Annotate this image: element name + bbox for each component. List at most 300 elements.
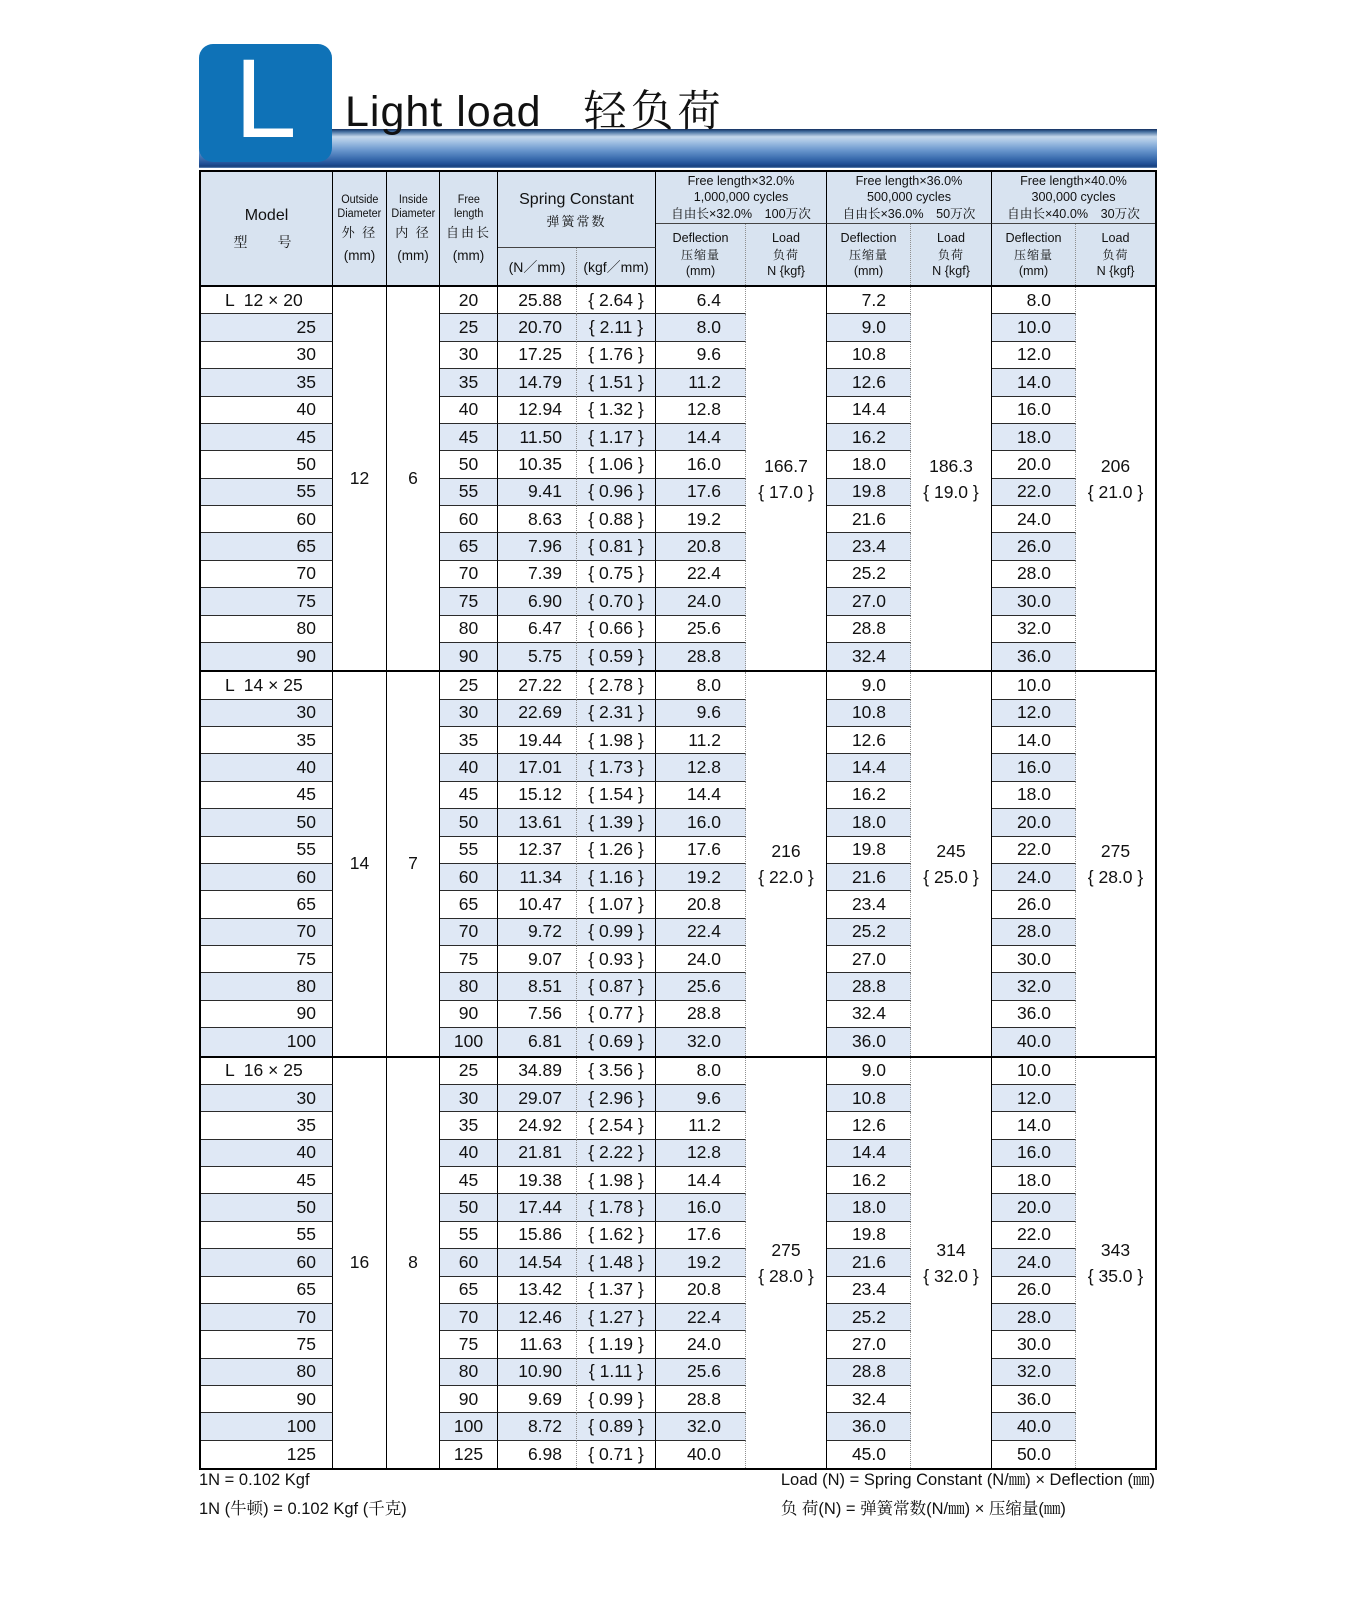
deflection-32-cell: 32.0 <box>656 1413 746 1440</box>
load-40-cell <box>1076 287 1155 670</box>
load-40-cell-n: 275 <box>1100 840 1131 861</box>
deflection-36-cell: 23.4 <box>827 891 911 918</box>
header-model: Model 型 号 <box>201 172 333 285</box>
deflection-36-cell: 14.4 <box>827 1140 911 1167</box>
spring-constant-n-cell: 25.88 <box>498 287 577 314</box>
deflection-40-cell: 24.0 <box>992 506 1076 533</box>
deflection-40-cell: 16.0 <box>992 754 1076 781</box>
spring-constant-kgf-cell: { 0.77 } <box>577 1001 656 1028</box>
spring-constant-n-cell: 11.63 <box>498 1331 577 1358</box>
free-length-cell: 55 <box>440 479 498 506</box>
spring-constant-n-cell: 13.61 <box>498 809 577 836</box>
deflection-36-cell: 32.4 <box>827 1001 911 1028</box>
model-cell: 50 <box>201 451 333 478</box>
deflection-36-cell: 28.8 <box>827 1359 911 1386</box>
load-40-cell-kgf: { 28.0 } <box>1087 866 1144 887</box>
header-deflection-32: Deflection 压缩量 (mm) <box>656 224 746 285</box>
deflection-32-cell: 11.2 <box>656 369 746 396</box>
free-length-cell: 60 <box>440 1249 498 1276</box>
model-cell: 30 <box>201 700 333 727</box>
outside-diameter-cell: 12 <box>333 287 387 670</box>
spring-constant-kgf-cell: { 0.99 } <box>577 919 656 946</box>
footnote-load-formula-zh: 负 荷(N) = 弹簧常数(N/㎜) × 压缩量(㎜) <box>780 1499 1066 1518</box>
model-cell: 50 <box>201 1194 333 1221</box>
model-cell: 90 <box>201 1386 333 1413</box>
spring-constant-kgf-cell: { 0.88 } <box>577 506 656 533</box>
deflection-32-cell: 20.8 <box>656 891 746 918</box>
deflection-40-cell: 26.0 <box>992 1277 1076 1304</box>
free-length-cell: 45 <box>440 424 498 451</box>
model-cell: 90 <box>201 643 333 670</box>
model-cell: 100 <box>201 1028 333 1055</box>
model-section-2 <box>201 670 1155 1055</box>
free-length-cell: 55 <box>440 837 498 864</box>
free-length-cell: 80 <box>440 973 498 1000</box>
free-length-cell: 35 <box>440 369 498 396</box>
deflection-32-cell: 14.4 <box>656 782 746 809</box>
header-group-36pct: Free length×36.0% 500,000 cycles 自由长×36.0% 50万次 <box>827 172 992 224</box>
load-32-cell <box>746 287 827 670</box>
header-unit-n-per-mm: (N／mm) <box>498 248 577 285</box>
spring-constant-kgf-cell: { 0.89 } <box>577 1413 656 1440</box>
deflection-36-cell: 14.4 <box>827 754 911 781</box>
deflection-32-cell: 16.0 <box>656 809 746 836</box>
model-cell: L 14 × 25 <box>201 672 333 699</box>
spring-constant-n-cell: 17.01 <box>498 754 577 781</box>
header-unit-kgf-per-mm: (kgf／mm) <box>577 248 656 285</box>
spring-constant-n-cell: 15.12 <box>498 782 577 809</box>
spring-constant-kgf-cell: { 0.99 } <box>577 1386 656 1413</box>
deflection-32-cell: 24.0 <box>656 1331 746 1358</box>
deflection-32-cell: 24.0 <box>656 946 746 973</box>
deflection-40-cell: 28.0 <box>992 561 1076 588</box>
spring-constant-kgf-cell: { 1.07 } <box>577 891 656 918</box>
free-length-cell: 20 <box>440 287 498 314</box>
spring-constant-kgf-cell: { 1.51 } <box>577 369 656 396</box>
load-36-cell <box>911 1058 992 1469</box>
model-cell: 55 <box>201 479 333 506</box>
spring-constant-kgf-cell: { 2.54 } <box>577 1112 656 1139</box>
deflection-32-cell: 16.0 <box>656 451 746 478</box>
deflection-32-cell: 19.2 <box>656 1249 746 1276</box>
badge-letter: L <box>234 36 297 161</box>
model-section-1 <box>201 287 1155 670</box>
spring-constant-n-cell: 6.81 <box>498 1028 577 1055</box>
header-load-40: Load 负荷 N {kgf} <box>1096 231 1135 278</box>
free-length-cell: 90 <box>440 643 498 670</box>
deflection-40-cell: 18.0 <box>992 782 1076 809</box>
free-length-cell: 45 <box>440 782 498 809</box>
spring-constant-kgf-cell: { 1.62 } <box>577 1222 656 1249</box>
header-spring-constant: Spring Constant 弹簧常数 <box>498 172 656 248</box>
free-length-cell: 70 <box>440 919 498 946</box>
deflection-40-cell: 30.0 <box>992 1331 1076 1358</box>
deflection-36-cell: 21.6 <box>827 1249 911 1276</box>
footnote-newton-kgf-en: 1N = 0.102 Kgf <box>199 1471 310 1489</box>
spring-constant-kgf-cell: { 1.98 } <box>577 727 656 754</box>
model-cell: 40 <box>201 397 333 424</box>
spring-constant-kgf-cell: { 0.71 } <box>577 1441 656 1468</box>
deflection-36-cell: 25.2 <box>827 561 911 588</box>
spring-spec-table <box>199 170 1157 1470</box>
footnote-newton-kgf-zh: 1N (牛顿) = 0.102 Kgf (千克) <box>199 1499 407 1518</box>
deflection-32-cell: 28.8 <box>656 1386 746 1413</box>
model-cell: 75 <box>201 1331 333 1358</box>
spring-constant-n-cell: 19.44 <box>498 727 577 754</box>
load-32-cell-n: 216 <box>771 840 801 861</box>
model-cell: 25 <box>201 314 333 341</box>
free-length-cell: 50 <box>440 1194 498 1221</box>
deflection-40-cell: 26.0 <box>992 533 1076 560</box>
header-inside-diameter: Inside Diameter 内 径 (mm) <box>387 172 440 285</box>
spring-constant-n-cell: 9.72 <box>498 919 577 946</box>
deflection-36-cell: 10.8 <box>827 342 911 369</box>
deflection-32-cell: 19.2 <box>656 506 746 533</box>
deflection-36-cell: 9.0 <box>827 1058 911 1085</box>
model-cell: 50 <box>201 809 333 836</box>
deflection-36-cell: 18.0 <box>827 809 911 836</box>
deflection-36-cell: 16.2 <box>827 1167 911 1194</box>
deflection-36-cell: 36.0 <box>827 1413 911 1440</box>
spring-constant-kgf-cell: { 1.39 } <box>577 809 656 836</box>
deflection-40-cell: 10.0 <box>992 1058 1076 1085</box>
spring-constant-n-cell: 8.72 <box>498 1413 577 1440</box>
deflection-40-cell: 28.0 <box>992 919 1076 946</box>
spring-constant-n-cell: 10.47 <box>498 891 577 918</box>
spring-constant-n-cell: 7.56 <box>498 1001 577 1028</box>
deflection-40-cell: 20.0 <box>992 809 1076 836</box>
deflection-40-cell: 32.0 <box>992 1359 1076 1386</box>
spring-constant-kgf-cell: { 3.56 } <box>577 1058 656 1085</box>
deflection-36-cell: 21.6 <box>827 506 911 533</box>
deflection-40-cell: 12.0 <box>992 342 1076 369</box>
deflection-32-cell: 14.4 <box>656 1167 746 1194</box>
free-length-cell: 75 <box>440 1331 498 1358</box>
spring-constant-kgf-cell: { 2.96 } <box>577 1085 656 1112</box>
outside-diameter-cell: 16 <box>333 1058 387 1469</box>
free-length-cell: 25 <box>440 672 498 699</box>
spring-constant-n-cell: 24.92 <box>498 1112 577 1139</box>
spring-constant-kgf-cell: { 0.66 } <box>577 616 656 643</box>
spring-constant-n-cell: 34.89 <box>498 1058 577 1085</box>
spring-constant-kgf-cell: { 1.16 } <box>577 864 656 891</box>
deflection-32-cell: 40.0 <box>656 1441 746 1468</box>
model-cell: 55 <box>201 1222 333 1249</box>
free-length-cell: 25 <box>440 1058 498 1085</box>
deflection-36-cell: 10.8 <box>827 700 911 727</box>
spring-constant-n-cell: 7.96 <box>498 533 577 560</box>
spring-constant-n-cell: 6.47 <box>498 616 577 643</box>
spring-constant-n-cell: 12.46 <box>498 1304 577 1331</box>
deflection-36-cell: 32.4 <box>827 643 911 670</box>
model-cell: 80 <box>201 616 333 643</box>
deflection-40-cell: 22.0 <box>992 837 1076 864</box>
load-40-cell-kgf: { 35.0 } <box>1087 1265 1144 1286</box>
deflection-32-cell: 12.8 <box>656 1140 746 1167</box>
deflection-40-cell: 24.0 <box>992 864 1076 891</box>
spring-constant-kgf-cell: { 1.06 } <box>577 451 656 478</box>
model-cell: 35 <box>201 727 333 754</box>
deflection-36-cell: 9.0 <box>827 672 911 699</box>
deflection-40-cell: 16.0 <box>992 1140 1076 1167</box>
load-32-cell-kgf: { 17.0 } <box>758 481 814 502</box>
free-length-cell: 65 <box>440 533 498 560</box>
spring-constant-n-cell: 19.38 <box>498 1167 577 1194</box>
deflection-40-cell: 22.0 <box>992 479 1076 506</box>
deflection-32-cell: 11.2 <box>656 727 746 754</box>
free-length-cell: 60 <box>440 864 498 891</box>
deflection-40-cell: 36.0 <box>992 643 1076 670</box>
deflection-40-cell: 8.0 <box>992 287 1076 314</box>
deflection-32-cell: 9.6 <box>656 700 746 727</box>
deflection-36-cell: 19.8 <box>827 837 911 864</box>
load-32-cell-n: 275 <box>771 1239 801 1260</box>
free-length-cell: 75 <box>440 946 498 973</box>
model-cell: 80 <box>201 1359 333 1386</box>
spring-constant-n-cell: 12.94 <box>498 397 577 424</box>
model-cell: 65 <box>201 1277 333 1304</box>
footnote-left <box>199 1466 407 1524</box>
spring-constant-kgf-cell: { 0.75 } <box>577 561 656 588</box>
deflection-32-cell: 8.0 <box>656 672 746 699</box>
load-40-cell <box>1076 672 1155 1055</box>
deflection-32-cell: 25.6 <box>656 616 746 643</box>
model-cell: 65 <box>201 891 333 918</box>
load-32-cell-n: 166.7 <box>764 455 808 476</box>
free-length-cell: 40 <box>440 754 498 781</box>
header-deflection-40: Deflection 压缩量 (mm) <box>992 224 1076 285</box>
deflection-40-cell: 12.0 <box>992 1085 1076 1112</box>
spring-constant-n-cell: 17.25 <box>498 342 577 369</box>
spring-constant-kgf-cell: { 0.87 } <box>577 973 656 1000</box>
free-length-cell: 25 <box>440 314 498 341</box>
deflection-36-cell: 18.0 <box>827 1194 911 1221</box>
deflection-40-cell: 24.0 <box>992 1249 1076 1276</box>
model-cell: 70 <box>201 919 333 946</box>
spring-constant-n-cell: 8.63 <box>498 506 577 533</box>
spring-constant-n-cell: 9.41 <box>498 479 577 506</box>
deflection-36-cell: 16.2 <box>827 424 911 451</box>
model-cell: 55 <box>201 837 333 864</box>
free-length-cell: 35 <box>440 1112 498 1139</box>
deflection-32-cell: 22.4 <box>656 919 746 946</box>
spring-constant-n-cell: 11.34 <box>498 864 577 891</box>
free-length-cell: 100 <box>440 1028 498 1055</box>
footnote-load-formula-en: Load (N) = Spring Constant (N/㎜) × Deflection (㎜) <box>780 1471 1155 1489</box>
spring-constant-kgf-cell: { 1.11 } <box>577 1359 656 1386</box>
model-cell: L 12 × 20 <box>201 287 333 314</box>
free-length-cell: 90 <box>440 1001 498 1028</box>
deflection-40-cell: 30.0 <box>992 946 1076 973</box>
load-36-cell-kgf: { 19.0 } <box>923 481 979 502</box>
model-cell: 45 <box>201 782 333 809</box>
free-length-cell: 40 <box>440 1140 498 1167</box>
free-length-cell: 30 <box>440 1085 498 1112</box>
deflection-40-cell: 14.0 <box>992 1112 1076 1139</box>
deflection-32-cell: 11.2 <box>656 1112 746 1139</box>
model-cell: 75 <box>201 588 333 615</box>
load-36-cell-kgf: { 32.0 } <box>923 1265 979 1286</box>
spring-constant-kgf-cell: { 1.27 } <box>577 1304 656 1331</box>
free-length-cell: 100 <box>440 1413 498 1440</box>
load-32-cell-kgf: { 28.0 } <box>758 1265 814 1286</box>
model-cell: 45 <box>201 1167 333 1194</box>
page-title-zh: 轻负荷 <box>583 88 725 136</box>
spring-constant-n-cell: 27.22 <box>498 672 577 699</box>
deflection-40-cell: 12.0 <box>992 700 1076 727</box>
load-32-cell <box>746 672 827 1055</box>
spring-constant-kgf-cell: { 1.32 } <box>577 397 656 424</box>
deflection-36-cell: 19.8 <box>827 1222 911 1249</box>
deflection-36-cell: 45.0 <box>827 1441 911 1468</box>
deflection-36-cell: 18.0 <box>827 451 911 478</box>
deflection-36-cell: 9.0 <box>827 314 911 341</box>
load-36-cell-n: 314 <box>936 1239 966 1260</box>
model-cell: 100 <box>201 1413 333 1440</box>
page-title <box>345 78 725 139</box>
deflection-32-cell: 9.6 <box>656 1085 746 1112</box>
spring-constant-n-cell: 11.50 <box>498 424 577 451</box>
free-length-cell: 45 <box>440 1167 498 1194</box>
spring-constant-n-cell: 13.42 <box>498 1277 577 1304</box>
free-length-cell: 50 <box>440 451 498 478</box>
spring-constant-n-cell: 20.70 <box>498 314 577 341</box>
deflection-32-cell: 24.0 <box>656 588 746 615</box>
table-header <box>201 172 1155 287</box>
spring-constant-kgf-cell: { 1.19 } <box>577 1331 656 1358</box>
deflection-32-cell: 22.4 <box>656 1304 746 1331</box>
model-cell: 60 <box>201 864 333 891</box>
deflection-32-cell: 17.6 <box>656 479 746 506</box>
deflection-40-cell: 40.0 <box>992 1413 1076 1440</box>
header-load-32: Load 负荷 N {kgf} <box>746 224 827 285</box>
deflection-32-cell: 12.8 <box>656 397 746 424</box>
free-length-cell: 70 <box>440 1304 498 1331</box>
free-length-cell: 55 <box>440 1222 498 1249</box>
deflection-40-cell: 18.0 <box>992 424 1076 451</box>
header-deflection-36: Deflection 压缩量 (mm) <box>827 224 911 285</box>
deflection-32-cell: 28.8 <box>656 1001 746 1028</box>
free-length-cell: 125 <box>440 1441 498 1468</box>
model-cell: 70 <box>201 1304 333 1331</box>
model-cell: 125 <box>201 1441 333 1468</box>
header-group-40pct: Free length×40.0% 300,000 cycles 自由长×40.0% 30万次 <box>992 172 1155 224</box>
model-cell: 65 <box>201 533 333 560</box>
header-free-length: Free length 自由长 (mm) <box>440 172 498 285</box>
deflection-40-cell: 50.0 <box>992 1441 1076 1468</box>
spring-constant-n-cell: 22.69 <box>498 700 577 727</box>
deflection-36-cell: 25.2 <box>827 919 911 946</box>
spring-constant-n-cell: 6.98 <box>498 1441 577 1468</box>
free-length-cell: 30 <box>440 700 498 727</box>
header-load-36: Load 负荷 N {kgf} <box>911 224 992 285</box>
deflection-40-cell: 26.0 <box>992 891 1076 918</box>
deflection-40-cell: 10.0 <box>992 314 1076 341</box>
free-length-cell: 70 <box>440 561 498 588</box>
spring-constant-kgf-cell: { 1.54 } <box>577 782 656 809</box>
deflection-36-cell: 32.4 <box>827 1386 911 1413</box>
load-32-cell <box>746 1058 827 1469</box>
spring-constant-n-cell: 8.51 <box>498 973 577 1000</box>
spring-constant-kgf-cell: { 1.37 } <box>577 1277 656 1304</box>
deflection-40-cell: 20.0 <box>992 451 1076 478</box>
free-length-cell: 80 <box>440 1359 498 1386</box>
spring-constant-kgf-cell: { 1.73 } <box>577 754 656 781</box>
model-cell: L 16 × 25 <box>201 1058 333 1085</box>
spring-constant-n-cell: 21.81 <box>498 1140 577 1167</box>
spring-constant-n-cell: 12.37 <box>498 837 577 864</box>
spring-constant-kgf-cell: { 1.26 } <box>577 837 656 864</box>
deflection-36-cell: 27.0 <box>827 1331 911 1358</box>
deflection-36-cell: 25.2 <box>827 1304 911 1331</box>
load-36-cell <box>911 672 992 1055</box>
deflection-40-cell: 36.0 <box>992 1386 1076 1413</box>
spring-constant-kgf-cell: { 2.78 } <box>577 672 656 699</box>
free-length-cell: 30 <box>440 342 498 369</box>
spring-constant-kgf-cell: { 2.22 } <box>577 1140 656 1167</box>
deflection-32-cell: 25.6 <box>656 1359 746 1386</box>
deflection-36-cell: 12.6 <box>827 369 911 396</box>
deflection-36-cell: 19.8 <box>827 479 911 506</box>
deflection-32-cell: 12.8 <box>656 754 746 781</box>
deflection-32-cell: 20.8 <box>656 533 746 560</box>
deflection-40-cell: 22.0 <box>992 1222 1076 1249</box>
model-cell: 35 <box>201 1112 333 1139</box>
free-length-cell: 75 <box>440 588 498 615</box>
spring-constant-kgf-cell: { 0.59 } <box>577 643 656 670</box>
model-cell: 70 <box>201 561 333 588</box>
free-length-cell: 80 <box>440 616 498 643</box>
spring-constant-kgf-cell: { 2.64 } <box>577 287 656 314</box>
deflection-36-cell: 16.2 <box>827 782 911 809</box>
spring-constant-n-cell: 29.07 <box>498 1085 577 1112</box>
spring-constant-kgf-cell: { 2.31 } <box>577 700 656 727</box>
model-cell: 30 <box>201 342 333 369</box>
deflection-40-cell: 14.0 <box>992 727 1076 754</box>
deflection-32-cell: 32.0 <box>656 1028 746 1055</box>
deflection-40-cell: 16.0 <box>992 397 1076 424</box>
spring-constant-kgf-cell: { 1.17 } <box>577 424 656 451</box>
inside-diameter-cell: 6 <box>387 287 440 670</box>
spring-constant-n-cell: 10.90 <box>498 1359 577 1386</box>
deflection-32-cell: 16.0 <box>656 1194 746 1221</box>
load-40-cell <box>1076 1058 1155 1469</box>
deflection-40-cell: 32.0 <box>992 616 1076 643</box>
deflection-40-cell: 18.0 <box>992 1167 1076 1194</box>
deflection-40-cell: 32.0 <box>992 973 1076 1000</box>
model-cell: 60 <box>201 1249 333 1276</box>
spring-constant-kgf-cell: { 1.78 } <box>577 1194 656 1221</box>
spring-constant-n-cell: 9.69 <box>498 1386 577 1413</box>
model-cell: 40 <box>201 754 333 781</box>
load-36-cell-n: 245 <box>936 840 966 861</box>
free-length-cell: 50 <box>440 809 498 836</box>
spring-constant-n-cell: 9.07 <box>498 946 577 973</box>
spring-constant-kgf-cell: { 0.96 } <box>577 479 656 506</box>
deflection-36-cell: 10.8 <box>827 1085 911 1112</box>
deflection-40-cell: 36.0 <box>992 1001 1076 1028</box>
model-cell: 35 <box>201 369 333 396</box>
page-title-en: Light load <box>345 88 542 136</box>
header-outside-diameter: Outside Diameter 外 径 (mm) <box>333 172 387 285</box>
deflection-32-cell: 14.4 <box>656 424 746 451</box>
section-letter-badge <box>199 36 332 162</box>
model-cell: 90 <box>201 1001 333 1028</box>
spring-constant-n-cell: 6.90 <box>498 588 577 615</box>
deflection-36-cell: 21.6 <box>827 864 911 891</box>
model-cell: 75 <box>201 946 333 973</box>
spring-constant-kgf-cell: { 0.81 } <box>577 533 656 560</box>
